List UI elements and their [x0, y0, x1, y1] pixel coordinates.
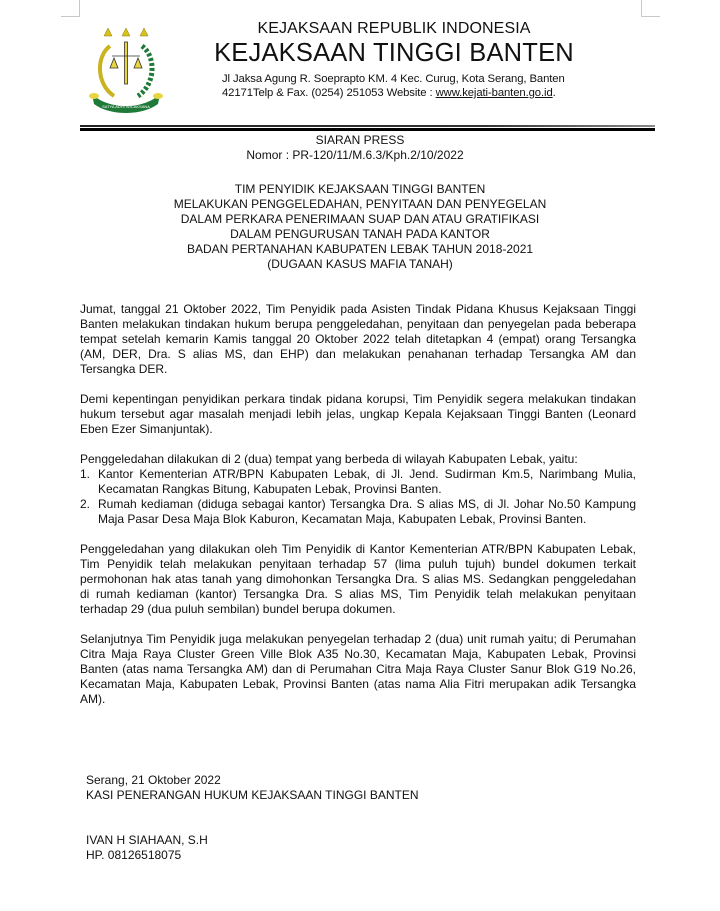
signatory-position: KASI PENERANGAN HUKUM KEJAKSAAN TINGGI BANTEN — [86, 788, 419, 802]
headline-line: BADAN PERTANAHAN KABUPATEN LEBAK TAHUN 2018-2021 — [186, 242, 534, 256]
page-corner-mark-left — [61, 0, 80, 17]
list-number: 1. — [80, 467, 91, 481]
place-date: Serang, 21 Oktober 2022 — [86, 773, 221, 787]
signature-block — [86, 773, 419, 863]
headline-line: DALAM PERKARA PENERIMAAN SUAP DAN ATAU GRATIFIKASI — [180, 212, 540, 226]
paragraph-5: Selanjutnya Tim Penyidik juga melakukan penyegelan terhadap 2 (dua) unit rumah yaitu; di Perumahan Citra Maja Raya Cluster Green Ville Blok A35 No.30, Kecamatan Maja, Kabupaten Lebak, Provinsi Banten (atas nama Tersangka AM) dan di Perumahan Citra Maja Raya Cluster Sanur Blok G19 No.26, Kecamatan Maja, Kabupaten Lebak, Provinsi Banten (atas nama Alia Fitri merupakan adik Tersangka AM). — [80, 632, 636, 706]
letterhead-divider — [80, 125, 655, 131]
press-body — [80, 302, 636, 722]
page-corner-mark-right — [641, 0, 660, 17]
list-item — [80, 497, 636, 527]
search-locations-list — [80, 467, 636, 527]
headline-line: MELAKUKAN PENGGELEDAHAN, PENYITAAN DAN PENYEGELAN — [173, 197, 547, 211]
logo-cotton-wreath — [138, 46, 152, 96]
contact-info: 42171Telp & Fax. (0254) 251053 Website : — [222, 87, 436, 99]
website-link[interactable]: www.kejati-banten.go.id — [435, 87, 553, 99]
headline-line: DALAM PENGURUSAN TANAH PADA KANTOR — [230, 227, 490, 241]
office-name: KEJAKSAAN TINGGI BANTEN — [214, 39, 574, 67]
logo-sword — [125, 42, 128, 84]
signatory-name: IVAN H SIAHAAN, S.H — [86, 833, 208, 847]
logo-motto: SATYA ADHI WICAKSANA — [102, 104, 150, 109]
logo-star-right — [140, 28, 148, 36]
office-address — [222, 72, 582, 100]
list-item — [80, 467, 636, 497]
list-number: 2. — [80, 497, 91, 511]
headline-line: TIM PENYIDIK KEJAKSAAN TINGGI BANTEN — [234, 182, 486, 196]
press-release-header — [0, 133, 720, 163]
institution-name: KEJAKSAAN REPUBLIK INDONESIA — [257, 20, 531, 37]
list-text: Kantor Kementerian ATR/BPN Kabupaten Lebak, di Jl. Jend. Sudirman Km.5, Narimbang Mulia, Kecamatan Rangkas Bitung, Kabupaten Lebak, Provinsi Banten. — [98, 467, 636, 496]
paragraph-3-intro: Penggeledahan dilakukan di 2 (dua) tempat yang berbeda di wilayah Kabupaten Lebak, yaitu: — [80, 452, 578, 466]
signatory-phone: HP. 08126518075 — [86, 848, 182, 862]
address-period: . — [552, 87, 556, 99]
press-title: SIARAN PRESS — [315, 133, 405, 147]
list-text: Rumah kediaman (diduga sebagai kantor) Tersangka Dra. S alias MS, di Jl. Johar No.50 Kampung Maja Pasar Desa Maja Blok Kaburon, Kecamatan Maja, Kabupaten Lebak, Provinsi Banten. — [98, 497, 636, 526]
paragraph-4: Penggeledahan yang dilakukan oleh Tim Penyidik di Kantor Kementerian ATR/BPN Kabupaten Lebak, Tim Penyidik telah melakukan penyitaan terhadap 57 (lima puluh tujuh) bundel dokumen terkait permohonan hak atas tanah yang dimohonkan Tersangka Dra. S alias MS. Sedangkan penggeledahan di rumah kediaman (kantor) Tersangka Dra. S alias MS, Tim Penyidik telah melakukan penyitaan terhadap 29 (dua puluh sembilan) bundel berupa dokumen. — [80, 542, 636, 616]
logo-star-center — [122, 28, 130, 36]
address-line-1: Jl Jaksa Agung R. Soeprapto KM. 4 Kec. Curug, Kota Serang, Banten — [222, 73, 565, 85]
kejaksaan-emblem-icon — [88, 24, 164, 114]
press-number: Nomor : PR-120/11/M.6.3/Kph.2/10/2022 — [246, 148, 464, 162]
address-line-2 — [222, 86, 582, 100]
logo-star-left — [104, 28, 112, 36]
press-headline — [0, 182, 720, 272]
logo-rice-wreath — [100, 46, 114, 96]
headline-line: (DUGAAN KASUS MAFIA TANAH) — [267, 257, 453, 271]
paragraph-1: Jumat, tanggal 21 Oktober 2022, Tim Penyidik pada Asisten Tindak Pidana Khusus Kejaksaan Tinggi Banten melakukan tindakan hukum berupa penggeledahan, penyitaan dan penyegelan pada beberapa tempat setelah kemarin Kamis tanggal 20 Oktober 2022 telah ditetapkan 4 (empat) orang Tersangka (AM, DER, Dra. S alias MS, dan EHP) dan melakukan penahanan terhadap Tersangka AM dan Tersangka DER. — [80, 302, 636, 376]
letterhead — [214, 20, 582, 100]
paragraph-2: Demi kepentingan penyidikan perkara tindak pidana korupsi, Tim Penyidik segera melakukan tindakan hukum tersebut agar masalah menjadi lebih jelas, ungkap Kepala Kejaksaan Tinggi Banten (Leonard Eben Ezer Simanjuntak). — [80, 392, 636, 436]
